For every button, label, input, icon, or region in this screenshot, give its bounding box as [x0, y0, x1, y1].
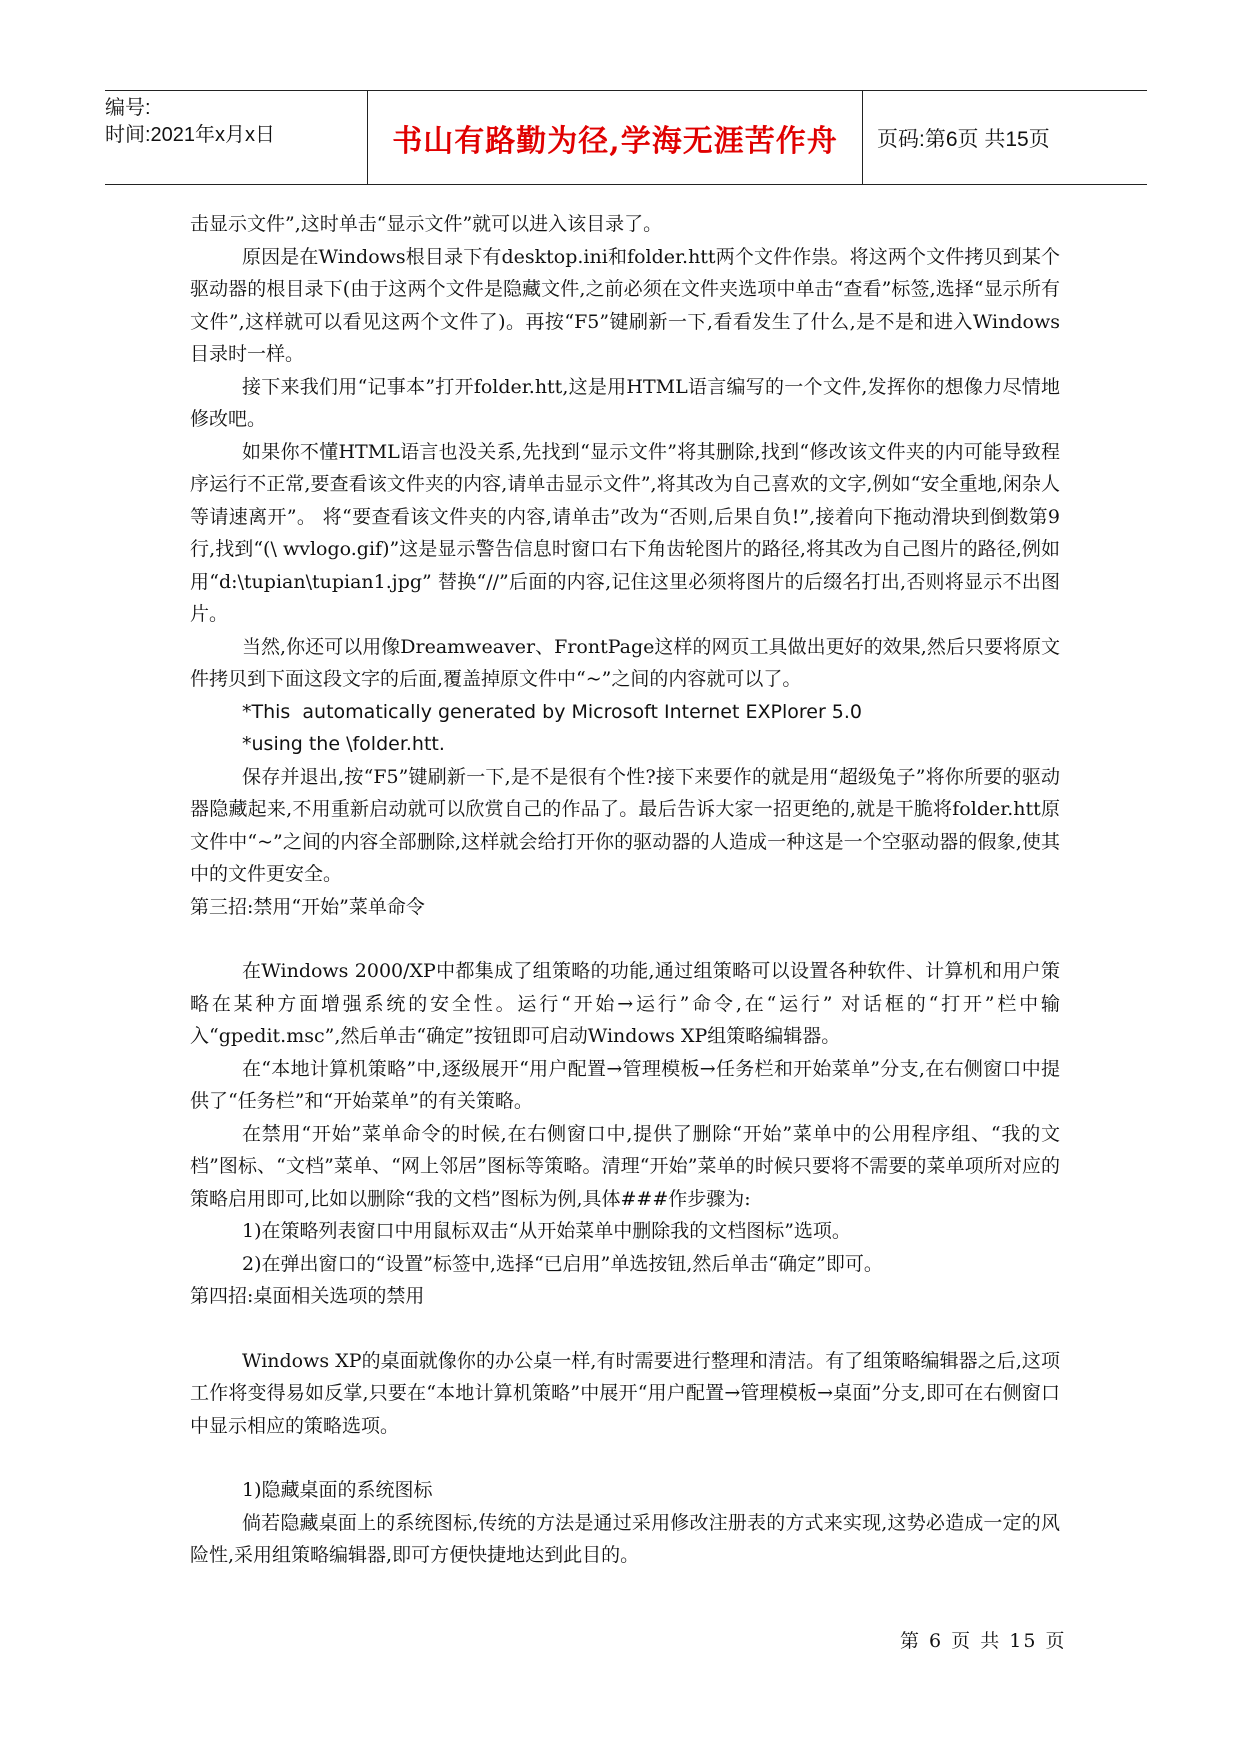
paragraph: 在“本地计算机策略”中,逐级展开“用户配置→管理模板→任务栏和开始菜单”分支,在右侧窗口中提供了“任务栏”和“开始菜单”的有关策略。	[190, 1057, 1060, 1112]
blank-line	[190, 923, 1060, 955]
paragraph: 原因是在Windows根目录下有desktop.ini和folder.htt两个文件作祟。将这两个文件拷贝到某个驱动器的根目录下(由于这两个文件是隐藏文件,之前必须在文件夹选项中单击“查看”标签,选择“显示所有文件”,这样就可以看见这两个文件了)。再按“F5”键刷新一下,看看发生了什么,是不是和进入Windows目录时一样。	[190, 245, 1060, 365]
blank-line	[190, 1313, 1060, 1345]
section-heading: 第四招:桌面相关选项的禁用	[190, 1285, 425, 1307]
paragraph: 倘若隐藏桌面上的系统图标,传统的方法是通过采用修改注册表的方式来实现,这势必造成一定的风险性,采用组策略编辑器,即可方便快捷地达到此目的。	[190, 1511, 1060, 1566]
subheading: 1)隐藏桌面的系统图标	[242, 1479, 433, 1501]
list-step: 1)在策略列表窗口中用鼠标双击“从开始菜单中删除我的文档图标”选项。	[242, 1220, 851, 1242]
code-line: *using the \folder.htt.	[242, 733, 445, 755]
header-left-cell	[105, 91, 367, 184]
paragraph: 在Windows 2000/XP中都集成了组策略的功能,通过组策略可以设置各种软件、计算机和用户策略在某种方面增强系统的安全性。运行“开始→运行”命令,在“运行” 对话框的“打开”栏中输入“gpedit.msc”,然后单击“确定”按钮即可启动Windows XP组策略编辑器。	[190, 960, 1060, 1047]
document-time-label: 时间:2021年x月x日	[105, 124, 276, 146]
section-heading: 第三招:禁用“开始”菜单命令	[190, 895, 425, 918]
page-footer: 第 6 页 共 15 页	[900, 1630, 1067, 1652]
paragraph: 如果你不懂HTML语言也没关系,先找到“显示文件”将其删除,找到“修改该文件夹的内可能导致程序运行不正常,要查看该文件夹的内容,请单击显示文件”,将其改为自己喜欢的文字,例如“安全重地,闲杂人等请速离开”。 将“要查看该文件夹的内容,请单击”改为“否则,后果自负!”,接着向下拖动滑块到倒数第9行,找到“(\ wvlogo.gif)”这是显示警告信息时窗口右下角齿轮图片的路径,将其改为自己图片的路径,例如用“d:\tupian\tupian1.jpg” 替换“//”后面的内容,记住这里必须将图片的后缀名打出,否则将显示不出图片。	[190, 440, 1060, 625]
page-header	[105, 90, 1147, 185]
paragraph: 在禁用“开始”菜单命令的时候,在右侧窗口中,提供了删除“开始”菜单中的公用程序组、“我的文档”图标、“文档”菜单、“网上邻居”图标等策略。清理“开始”菜单的时候只要将不需要的菜单项所对应的策略启用即可,比如以删除“我的文档”图标为例,具体###作步骤为:	[190, 1122, 1060, 1210]
paragraph: 当然,你还可以用像Dreamweaver、FrontPage这样的网页工具做出更好的效果,然后只要将原文件拷贝到下面这段文字的后面,覆盖掉原文件中“~”之间的内容就可以了。	[190, 635, 1060, 690]
document-number-label: 编号:	[105, 97, 151, 119]
list-step: 2)在弹出窗口的“设置”标签中,选择“已启用”单选按钮,然后单击“确定”即可。	[242, 1252, 883, 1275]
paragraph: 击显示文件”,这时单击“显示文件”就可以进入该目录了。	[190, 213, 663, 235]
blank-line	[190, 1442, 1060, 1474]
paragraph: 接下来我们用“记事本”打开folder.htt,这是用HTML语言编写的一个文件,发挥你的想像力尽情地修改吧。	[190, 375, 1060, 430]
paragraph: Windows XP的桌面就像你的办公桌一样,有时需要进行整理和清洁。有了组策略编辑器之后,这项工作将变得易如反掌,只要在“本地计算机策略”中展开“用户配置→管理模板→桌面”分支,即可在右侧窗口中显示相应的策略选项。	[190, 1349, 1060, 1437]
header-motto: 书山有路勤为径,学海无涯苦作舟	[367, 91, 863, 184]
document-body	[190, 208, 1060, 1572]
code-line: *This automatically generated by Microsoft Internet EXPlorer 5.0	[242, 700, 863, 723]
paragraph: 保存并退出,按“F5”键刷新一下,是不是很有个性?接下来要作的就是用“超级兔子”将你所要的驱动器隐藏起来,不用重新启动就可以欣赏自己的作品了。最后告诉大家一招更绝的,就是干脆将folder.htt原文件中“~”之间的内容全部删除,这样就会给打开你的驱动器的人造成一种这是一个空驱动器的假象,使其中的文件更安全。	[190, 765, 1060, 885]
header-page-number: 页码:第6页 共15页	[877, 127, 1050, 151]
